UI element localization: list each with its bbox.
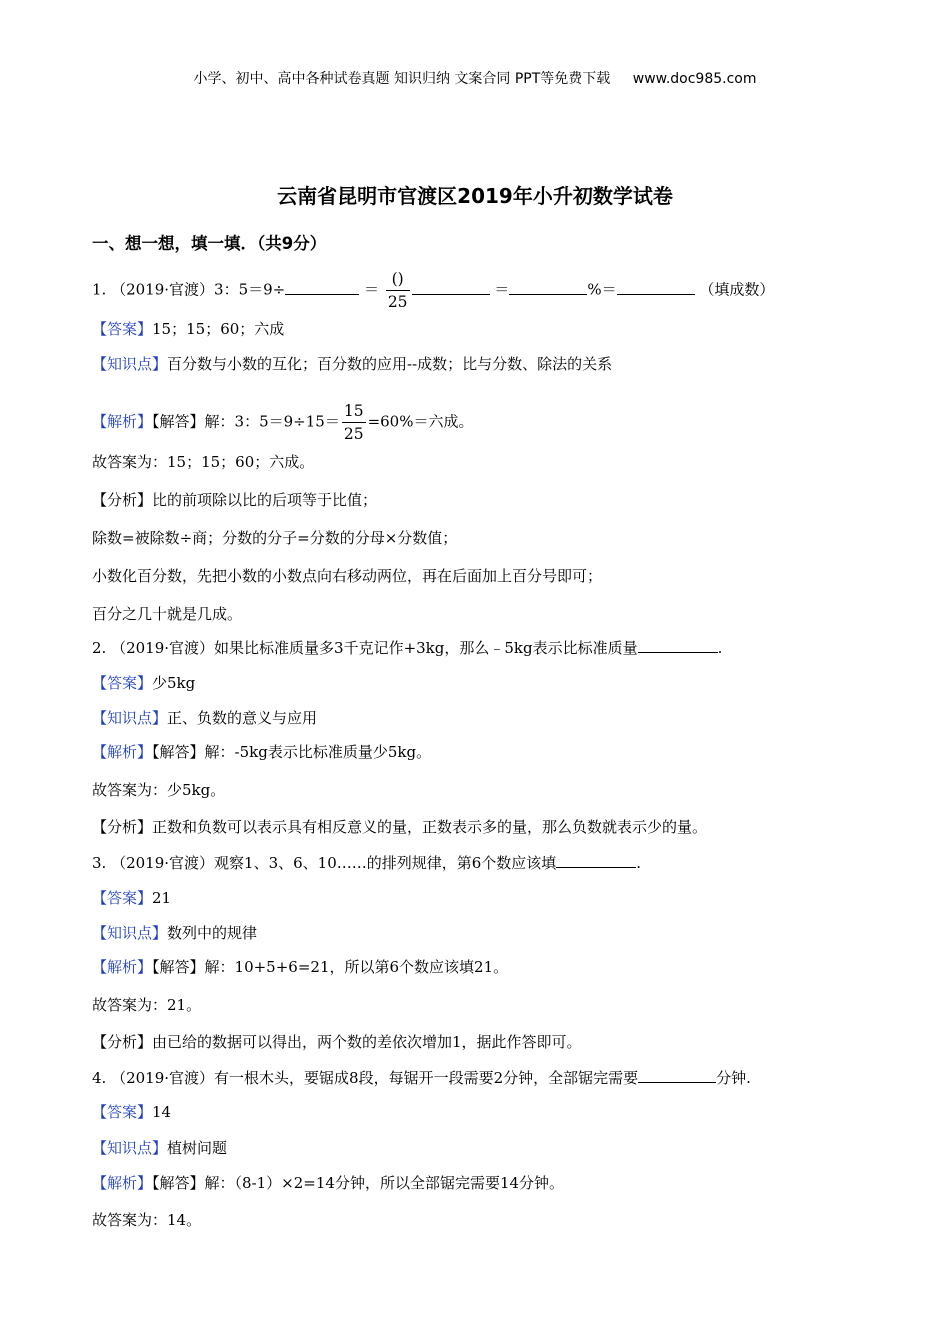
- q2-knowledge: [92, 708, 317, 728]
- q2-solution: [92, 742, 431, 762]
- q1-reason-4: 百分之几十就是几成。: [92, 605, 243, 623]
- q1-solution: [92, 400, 473, 445]
- q3-solution-text: 解：10+5+6=21，所以第6个数应该填21。: [204, 958, 509, 976]
- q3-text: 3. （2019·官渡）观察1、3、6、10……的排列规律，第6个数应该填: [92, 854, 557, 872]
- q4-knowledge-text: 植树问题: [167, 1139, 228, 1157]
- analysis-label: 【解析】: [92, 412, 153, 431]
- q1-reason-3: 小数化百分数，先把小数的小数点向右移动两位，再在后面加上百分号即可；: [92, 567, 603, 585]
- header-text: 小学、初中、高中各种试卷真题 知识归纳 文案合同 PPT等免费下载: [193, 71, 611, 87]
- q1-sol-b: =60%＝六成。: [367, 412, 474, 431]
- analysis-label: 【解析】: [92, 743, 153, 761]
- analysis-label: 【解析】: [92, 958, 153, 976]
- answer-label: 【答案】: [92, 1103, 153, 1121]
- q1-reason1-text: 比的前项除以比的后项等于比值；: [152, 491, 378, 509]
- q4-text: 4. （2019·官渡）有一根木头，要锯成8段，每锯开一段需要2分钟，全部锯完需要: [92, 1069, 639, 1087]
- q1-blank-4[interactable]: [617, 279, 695, 295]
- solution-label: 【解答】: [152, 743, 205, 761]
- knowledge-label: 【知识点】: [92, 355, 168, 373]
- q4-solution-text: 解：（8-1）×2=14分钟，所以全部锯完需要14分钟。: [204, 1174, 565, 1192]
- q1-knowledge: [92, 354, 612, 374]
- answer-label: 【答案】: [92, 674, 153, 692]
- q4-final: 故答案为：14。: [92, 1211, 202, 1229]
- q4-solution: [92, 1173, 564, 1193]
- knowledge-label: 【知识点】: [92, 709, 168, 727]
- q2-knowledge-text: 正、负数的意义与应用: [167, 709, 318, 727]
- question-4: [92, 1067, 751, 1088]
- q4-blank[interactable]: [638, 1067, 716, 1083]
- q3-blank[interactable]: [556, 852, 636, 868]
- q3-answer: [92, 888, 171, 908]
- q3-final: 故答案为：21。: [92, 996, 202, 1014]
- q1-sol-frac-den: 25: [343, 425, 364, 443]
- page-title: 云南省昆明市官渡区2019年小升初数学试卷: [277, 184, 673, 208]
- q4-answer-text: 14: [152, 1103, 172, 1121]
- solution-label: 【解答】: [152, 412, 205, 431]
- q1-answer-text: 15；15；60；六成: [152, 320, 285, 338]
- question-3: [92, 852, 641, 873]
- q1-answer: [92, 319, 284, 339]
- q2-answer: [92, 673, 195, 693]
- q3-reason: [92, 1032, 582, 1052]
- header-url[interactable]: www.doc985.com: [632, 71, 757, 87]
- reasoning-label: 【分析】: [92, 818, 153, 836]
- q4-knowledge: [92, 1138, 227, 1158]
- q1-blank-3[interactable]: [509, 279, 587, 295]
- q1-suffix: （填成数）: [699, 280, 775, 299]
- q2-final: 故答案为：少5kg。: [92, 781, 226, 799]
- q1-prefix: 1. （2019·官渡）3：5＝9÷: [92, 280, 286, 299]
- q2-suffix: .: [717, 639, 723, 657]
- q1-knowledge-text: 百分数与小数的互化；百分数的应用--成数；比与分数、除法的关系: [167, 355, 613, 373]
- solution-label: 【解答】: [152, 1174, 205, 1192]
- q1-eq1: ＝: [364, 280, 380, 299]
- reasoning-label: 【分析】: [92, 1033, 153, 1051]
- q1-sol-a: 解：3：5＝9÷15＝: [204, 412, 340, 431]
- section-heading: 一、想一想，填一填．（共9分）: [92, 234, 327, 253]
- q3-solution: [92, 957, 508, 977]
- q1-fraction: [386, 268, 410, 313]
- knowledge-label: 【知识点】: [92, 924, 168, 942]
- page-header: [0, 68, 950, 88]
- q1-blank-1[interactable]: [285, 279, 359, 295]
- q4-answer: [92, 1102, 171, 1122]
- q1-eq2: ＝: [494, 280, 510, 299]
- q3-suffix: .: [636, 854, 642, 872]
- q1-sol-frac-num: 15: [342, 400, 366, 423]
- q4-suffix: 分钟.: [716, 1069, 751, 1087]
- q3-knowledge: [92, 923, 257, 943]
- answer-label: 【答案】: [92, 889, 153, 907]
- knowledge-label: 【知识点】: [92, 1139, 168, 1157]
- analysis-label: 【解析】: [92, 1174, 153, 1192]
- q1-frac-den: 25: [387, 293, 408, 311]
- q1-reason-2: 除数=被除数÷商；分数的分子=分数的分母×分数值；: [92, 529, 458, 547]
- q1-reason-1: [92, 490, 377, 510]
- q2-text: 2. （2019·官渡）如果比标准质量多3千克记作+3kg，那么﹣5kg表示比标准质量: [92, 639, 638, 657]
- q2-answer-text: 少5kg: [152, 674, 196, 692]
- q2-reason-text: 正数和负数可以表示具有相反意义的量，正数表示多的量，那么负数就表示少的量。: [152, 818, 708, 836]
- solution-label: 【解答】: [152, 958, 205, 976]
- q2-reason: [92, 817, 707, 837]
- q3-answer-text: 21: [152, 889, 172, 907]
- question-1: [92, 268, 774, 313]
- question-2: [92, 637, 722, 658]
- answer-label: 【答案】: [92, 320, 153, 338]
- q1-pct: %＝: [587, 280, 617, 299]
- q2-blank[interactable]: [638, 637, 718, 653]
- q3-reason-text: 由已给的数据可以得出，两个数的差依次增加1，据此作答即可。: [152, 1033, 582, 1051]
- q2-solution-text: 解：-5kg表示比标准质量少5kg。: [204, 743, 432, 761]
- q3-knowledge-text: 数列中的规律: [167, 924, 258, 942]
- q1-final: 故答案为：15；15；60；六成。: [92, 453, 315, 471]
- q1-frac-num: (): [386, 268, 410, 291]
- reasoning-label: 【分析】: [92, 491, 153, 509]
- q1-sol-fraction: [342, 400, 366, 445]
- q1-blank-2[interactable]: [412, 279, 490, 295]
